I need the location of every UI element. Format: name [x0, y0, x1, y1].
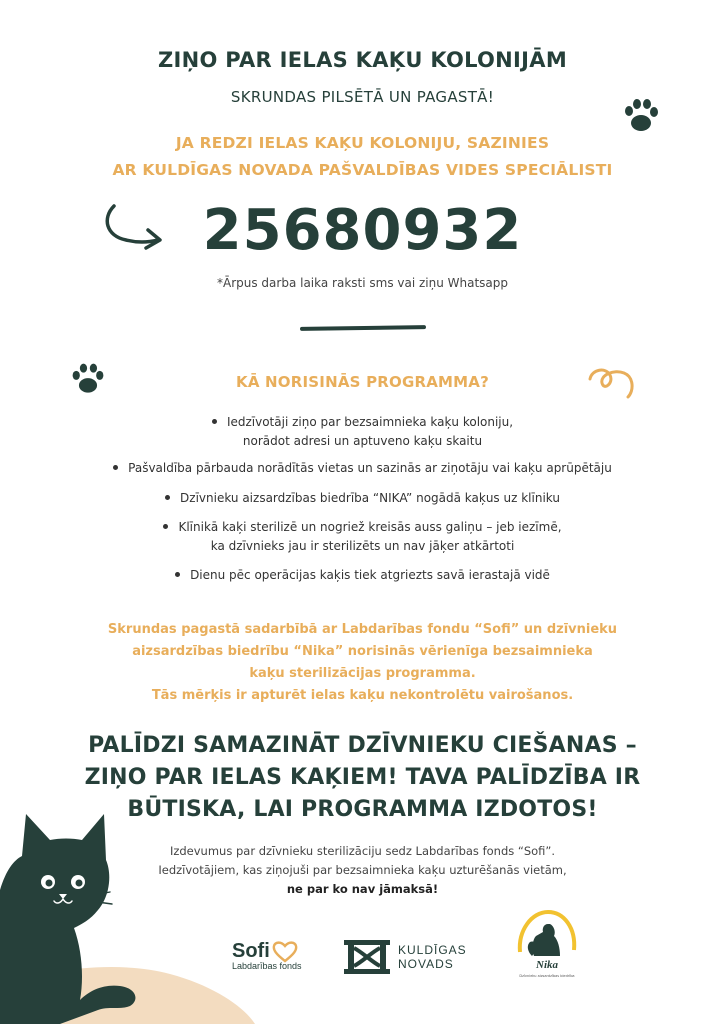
heart-icon	[272, 941, 298, 963]
step-text: Dienu pēc operācijas kaķis tiek atgriezts savā ierastajā vidē	[190, 568, 550, 582]
page-subtitle: SKRUNDAS PILSĒTĀ UN PAGASTĀ!	[230, 88, 495, 106]
step-text: Pašvaldība pārbauda norādītās vietas un sazinās ar ziņotāju vai kaķu aprūpētāju	[128, 461, 612, 475]
cat-illustration	[0, 800, 150, 1024]
after-hours-note: *Ārpus darba laika raksti sms vai ziņu Whatsapp	[216, 276, 509, 290]
nika-logo	[512, 906, 582, 978]
nika-caption: Dzīvnieku aizsardzības biedrība	[519, 974, 575, 978]
sofi-name: Sofi	[232, 940, 270, 962]
nika-emblem-icon	[512, 906, 582, 970]
program-title: KĀ NORISINĀS PROGRAMMA?	[236, 373, 489, 391]
footer-line: Izdevumus par dzīvnieku sterilizāciju sedz Labdarības fonds “Sofi”.	[169, 844, 556, 858]
step-text: Klīnikā kaķi sterilizē un nogriež kreisās auss galiņu – jeb iezīmē,	[178, 520, 562, 534]
step-text: Dzīvnieku aizsardzības biedrība “NIKA” nogādā kaķus uz klīniku	[180, 491, 560, 505]
kuldiga-logo	[344, 940, 467, 974]
bullet-dot	[113, 465, 118, 470]
partnership-goal: Tās mērķis ir apturēt ielas kaķu nekontrolētu vairošanos.	[151, 688, 574, 703]
sofi-logo	[232, 940, 302, 971]
cta-line: PALĪDZI SAMAZINĀT DZĪVNIEKU CIEŠANAS –	[88, 733, 637, 758]
step-text: Iedzīvotāji ziņo par bezsaimnieka kaķu koloniju,	[226, 415, 514, 429]
bullet-dot	[163, 524, 168, 529]
partnership-line: Skrundas pagastā sadarbībā ar Labdarības fondu “Sofi” un dzīvnieku	[107, 622, 618, 637]
partnership-line: kaķu sterilizācijas programma.	[249, 666, 476, 681]
cta-line: ZIŅO PAR IELAS KAĶIEM! TAVA PALĪDZĪBA IR	[84, 765, 641, 790]
nika-name: Nika	[536, 959, 558, 970]
list-item	[0, 459, 725, 478]
page-title: ZIŅO PAR IELAS KAĶU KOLONIJĀM	[157, 48, 568, 72]
step-text-cont: ka dzīvnieks jau ir sterilizēts un nav jāķer atkārtoti	[210, 539, 515, 553]
kuldiga-line-2: NOVADS	[398, 957, 454, 971]
partnership-text	[0, 619, 725, 707]
call-line-1: JA REDZI IELAS KAĶU KOLONIJU, SAZINIES	[175, 134, 550, 152]
list-item	[0, 566, 725, 585]
bullet-dot	[175, 572, 180, 577]
list-item	[0, 413, 725, 451]
sofi-subtitle: Labdarības fonds	[232, 961, 302, 971]
footer-emphasis: ne par ko nav jāmaksā!	[286, 882, 439, 896]
kuldiga-line-1: KULDĪGAS	[398, 943, 467, 957]
kuldiga-emblem-icon	[344, 940, 390, 974]
call-line-2: AR KULDĪGAS NOVADA PAŠVALDĪBAS VIDES SPECIĀLISTI	[112, 161, 613, 179]
bullet-dot	[212, 419, 217, 424]
partnership-line: aizsardzības biedrību “Nika” norisinās vērienīga bezsaimnieka	[132, 644, 593, 659]
phone-number[interactable]: 25680932	[202, 198, 523, 263]
step-text-cont: norādot adresi un aptuveno kaķu skaitu	[242, 434, 483, 448]
divider	[300, 325, 426, 331]
cta-line: BŪTISKA, LAI PROGRAMMA IZDOTOS!	[127, 797, 598, 822]
bullet-dot	[165, 495, 170, 500]
footer-line: Iedzīvotājiem, kas ziņojuši par bezsaimnieka kaķu uzturēšanās vietām,	[158, 863, 567, 877]
footer-text	[0, 842, 725, 899]
list-item	[0, 489, 725, 508]
call-to-contact	[0, 130, 725, 184]
list-item	[0, 518, 725, 556]
